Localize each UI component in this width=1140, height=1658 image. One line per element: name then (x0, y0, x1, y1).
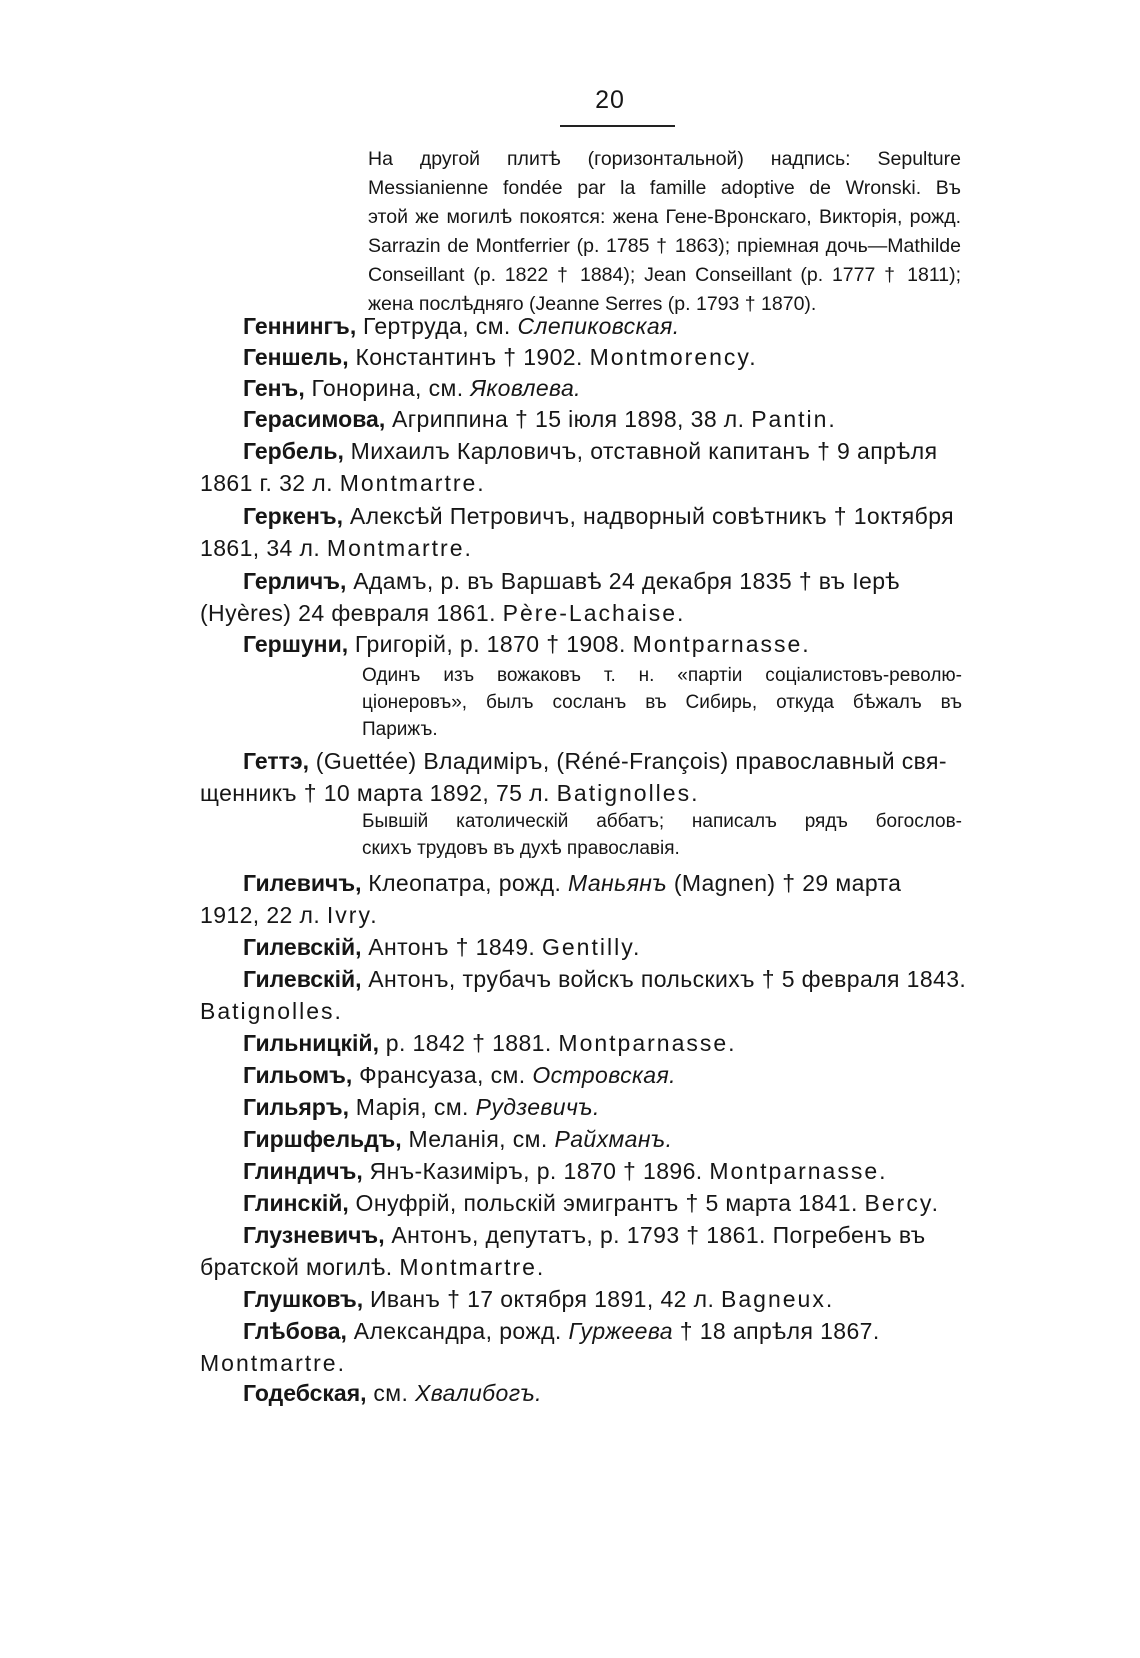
note-line: ціонеровъ», былъ сосланъ въ Сибирь, откуда бѣжалъ въ (362, 692, 962, 713)
entry-cemetery: Montparnasse. (709, 1158, 888, 1184)
entry-cemetery: Batignolles. (556, 780, 700, 806)
entry-cemetery: Batignolles. (200, 998, 343, 1024)
entry-line (200, 1154, 1000, 1188)
note-line: Sarrazin de Montferrier (р. 1785 † 1863); пріемная дочь—Mathilde (368, 235, 961, 257)
entry-gilom (200, 1058, 1000, 1092)
entry-line (200, 994, 1000, 1028)
entry-gen (200, 371, 1000, 405)
entry-gilevskiy-2 (200, 962, 1000, 1028)
entry-name: Геннингъ, (243, 313, 357, 339)
entry-line (200, 744, 1000, 778)
entry-line (200, 962, 1000, 996)
entry-line (200, 1314, 1000, 1348)
entry-glindich (200, 1154, 1000, 1188)
entry-line (200, 776, 1000, 810)
header-rule (560, 125, 675, 127)
entry-gilyar (200, 1090, 1000, 1124)
entry-text: Агриппина † 15 іюля 1898, 38 л. (385, 406, 752, 432)
entry-girshfeld (200, 1122, 1000, 1156)
entry-name: Гиршфельдъ, (243, 1126, 402, 1152)
entry-text: р. 1842 † 1881. (378, 1030, 559, 1056)
entry-line (200, 1026, 1000, 1060)
entry-name: Гершуни, (243, 631, 349, 657)
entry-cemetery: Ivry. (326, 902, 379, 928)
entry-glebova (200, 1314, 1000, 1380)
entry-cemetery: Montmorency. (589, 344, 758, 370)
entry-text: 1912, 22 л. (200, 902, 327, 928)
entry-text: Франсуаза, см. (352, 1062, 533, 1088)
note-line: Messianienne fondée par la famille adoptive de Wronski. Въ (368, 177, 961, 199)
entry-text: см. (366, 1380, 416, 1406)
entry-line (200, 1250, 1000, 1284)
entry-cemetery: Bagneux. (721, 1286, 835, 1312)
entry-name: Гилевскій, (243, 934, 362, 960)
entry-gilevskiy-1 (200, 930, 1000, 964)
note-line: Одинъ изъ вожаковъ т. н. «партіи соціалистовъ-револю- (362, 665, 962, 686)
entry-text: (Hyères) 24 февраля 1861. (200, 600, 503, 626)
entry-name: Гилевскій, (243, 966, 362, 992)
entry-cemetery: Pantin. (751, 406, 837, 432)
entry-line (200, 1186, 1000, 1220)
entry-text: братской могилѣ. (200, 1254, 400, 1280)
entry-line (200, 1282, 1000, 1316)
entry-name: Гербель, (243, 438, 344, 464)
entry-text: Антонъ † 1849. (361, 934, 542, 960)
entry-crossref: Гуржеева (568, 1318, 673, 1344)
page-number: 20 (595, 86, 625, 114)
entry-cemetery: Montmartre. (339, 470, 486, 496)
entry-text: Григорій, р. 1870 † 1908. (348, 631, 633, 657)
entry-gershuni (200, 627, 1000, 661)
entry-line (200, 564, 1000, 598)
entry-line (200, 466, 1000, 500)
entry-name: Герасимова, (243, 406, 386, 432)
entry-name: Генъ, (243, 375, 305, 401)
entry-line (200, 866, 1000, 900)
entry-text: Алексѣй Петровичъ, надворный совѣтникъ † 1октября (343, 503, 954, 529)
entry-cemetery: Montparnasse. (558, 1030, 737, 1056)
entry-line (200, 402, 1000, 436)
entry-name: Геттэ, (243, 748, 309, 774)
note-line: Conseillant (р. 1822 † 1884); Jean Conseillant (р. 1777 † 1811); (368, 264, 961, 286)
entry-crossref: Слепиковская. (517, 313, 680, 339)
entry-gluznevich (200, 1218, 1000, 1284)
entry-text: † 18 апрѣля 1867. (672, 1318, 880, 1344)
entry-line (200, 898, 1000, 932)
entry-name: Геркенъ, (243, 503, 344, 529)
entry-cemetery: Montmartre. (200, 1350, 346, 1376)
entry-text: Константинъ † 1902. (348, 344, 590, 370)
note-line: На другой плитѣ (горизонтальной) надпись: Sepulture (368, 148, 961, 170)
entry-name: Годебская, (243, 1380, 367, 1406)
entry-line (200, 930, 1000, 964)
entry-text: Александра, рожд. (346, 1318, 569, 1344)
entry-text: Гертруда, см. (356, 313, 518, 339)
entry-text: Иванъ † 17 октября 1891, 42 л. (363, 1286, 722, 1312)
entry-gerken (200, 499, 1000, 565)
entry-text: Марія, см. (348, 1094, 476, 1120)
entry-text: Меланія, см. (401, 1126, 555, 1152)
note-line: Парижъ. (362, 719, 438, 740)
entry-name: Гильомъ, (243, 1062, 353, 1088)
entry-crossref: Яковлева. (470, 375, 581, 401)
entry-genshel (200, 340, 1000, 374)
note-paragraph-gershuni (362, 662, 962, 743)
entry-name: Глушковъ, (243, 1286, 364, 1312)
entry-glinskiy (200, 1186, 1000, 1220)
entry-cemetery: Montparnasse. (632, 631, 811, 657)
entry-line (200, 499, 1000, 533)
entry-line (200, 596, 1000, 630)
entry-crossref: Рудзевичъ. (475, 1094, 600, 1120)
entry-name: Глинскій, (243, 1190, 349, 1216)
note-line: жена послѣдняго (Jeanne Serres (р. 1793 † 1870). (368, 293, 817, 315)
entry-text: 1861, 34 л. (200, 535, 327, 561)
entry-name: Гильницкій, (243, 1030, 379, 1056)
entry-gilnitskiy (200, 1026, 1000, 1060)
note-line: этой же могилѣ покоятся: жена Гене-Вронскаго, Викторія, рожд. (368, 206, 961, 228)
entry-name: Глузневичъ, (243, 1222, 385, 1248)
entry-name: Глиндичъ, (243, 1158, 363, 1184)
entry-name: Гильяръ, (243, 1094, 349, 1120)
entry-crossref: Хвалибогъ. (415, 1380, 542, 1406)
entry-line (200, 1090, 1000, 1124)
entry-line (200, 309, 1000, 343)
entry-name: Глѣбова, (243, 1318, 347, 1344)
entry-line (200, 1376, 1000, 1410)
entry-gilevich (200, 866, 1000, 932)
entry-gette (200, 744, 1000, 810)
entry-text: Антонъ, трубачъ войскъ польскихъ † 5 февраля 1843. (361, 966, 967, 992)
entry-cemetery: Montmartre. (326, 535, 473, 561)
entry-text: Клеопатра, рожд. (361, 870, 569, 896)
entry-line (200, 1218, 1000, 1252)
entry-text: щенникъ † 10 марта 1892, 75 л. (200, 780, 557, 806)
entry-name: Гилевичъ, (243, 870, 362, 896)
note-line: скихъ трудовъ въ духѣ православія. (362, 838, 680, 859)
entry-godebskaya (200, 1376, 1000, 1410)
entry-name: Герличъ, (243, 568, 347, 594)
entry-gerlich (200, 564, 1000, 630)
entry-line (200, 434, 1000, 468)
entry-line (200, 1122, 1000, 1156)
entry-genning (200, 309, 1000, 343)
entry-text: 1861 г. 32 л. (200, 470, 340, 496)
entry-crossref: Маньянъ (568, 870, 668, 896)
entry-cemetery: Gentilly. (542, 934, 642, 960)
entry-line (200, 1058, 1000, 1092)
entry-cemetery: Bercy. (864, 1190, 941, 1216)
entry-text: Адамъ, р. въ Варшавѣ 24 декабря 1835 † въ Іерѣ (346, 568, 900, 594)
note-paragraph-gette (362, 808, 962, 862)
entry-line (200, 627, 1000, 661)
entry-text: (Magnen) † 29 марта (667, 870, 902, 896)
entry-crossref: Островская. (532, 1062, 676, 1088)
entry-cemetery: Montmartre. (399, 1254, 546, 1280)
entry-text: Янъ-Казиміръ, р. 1870 † 1896. (362, 1158, 710, 1184)
entry-text: (Guettée) Владиміръ, (Réné-François) православный свя- (308, 748, 947, 774)
entry-line (200, 340, 1000, 374)
entry-line (200, 531, 1000, 565)
entry-gerasimova (200, 402, 1000, 436)
entry-crossref: Райхманъ. (554, 1126, 673, 1152)
note-paragraph-top (368, 145, 961, 319)
entry-text: Михаилъ Карловичъ, отставной капитанъ † 9 апрѣля (343, 438, 938, 464)
entry-line (200, 1346, 1000, 1380)
note-line: Бывшій католическій аббатъ; написалъ рядъ богослов- (362, 811, 962, 832)
entry-name: Геншель, (243, 344, 349, 370)
entry-text: Гонорина, см. (304, 375, 471, 401)
entry-gerbel (200, 434, 1000, 500)
entry-cemetery: Père-Lachaise. (502, 600, 686, 626)
entry-line (200, 371, 1000, 405)
entry-text: Онуфрій, польскій эмигрантъ † 5 марта 1841. (348, 1190, 865, 1216)
entry-text: Антонъ, депутатъ, р. 1793 † 1861. Погребенъ въ (384, 1222, 926, 1248)
entry-glushkov (200, 1282, 1000, 1316)
